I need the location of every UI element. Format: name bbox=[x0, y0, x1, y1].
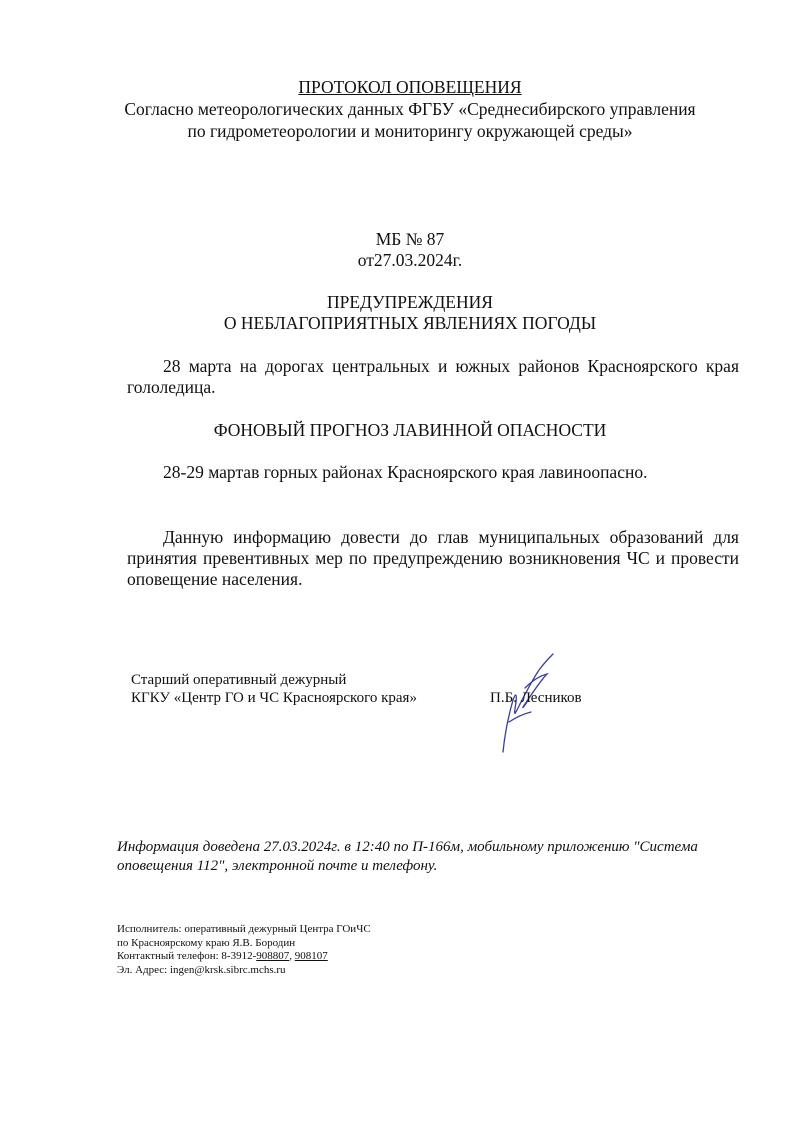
warnings-text: 28 марта на дорогах центральных и южных районов Красноярского края гололедица. bbox=[127, 356, 739, 397]
handwritten-signature bbox=[495, 652, 565, 762]
bulletin-number: МБ № 87 bbox=[375, 229, 445, 249]
executor-line-2: по Красноярскому краю Я.В. Бородин bbox=[117, 936, 296, 949]
executor-line-1: Исполнитель: оперативный дежурный Центра ГОиЧС bbox=[117, 923, 371, 935]
phone-number-2[interactable]: 908107 bbox=[294, 950, 328, 962]
delivery-info: Информация доведена 27.03.2024г. в 12:40 по П-166м, мобильному приложению "Система оповещения 112", электронной почте и телефону. bbox=[117, 839, 698, 874]
contact-email: Эл. Адрес: ingen@krsk.sibrc.mchs.ru bbox=[117, 963, 286, 976]
warnings-heading-1: ПРЕДУПРЕЖДЕНИЯ bbox=[327, 292, 493, 312]
warnings-heading-2: О НЕБЛАГОПРИЯТНЫХ ЯВЛЕНИЯХ ПОГОДЫ bbox=[223, 313, 597, 333]
phone-prefix: Контактный телефон: 8-3912- bbox=[117, 950, 257, 962]
executor-footer bbox=[117, 923, 371, 977]
signatory-name: П.Б. Лесников bbox=[490, 690, 582, 706]
position-line-1: Старший оперативный дежурный bbox=[131, 672, 347, 688]
source-line-2: по гидрометеорологии и мониторингу окружающей среды» bbox=[187, 121, 633, 141]
contact-phone bbox=[117, 950, 371, 964]
phone-number-1[interactable]: 908807 bbox=[256, 950, 290, 962]
instruction-text: Данную информацию довести до глав муниципальных образований для принятия превентивных мер по предупреждению возникновения ЧС и провести оповещение населения. bbox=[127, 527, 739, 589]
document-title: ПРОТОКОЛ ОПОВЕЩЕНИЯ bbox=[298, 77, 522, 97]
signatory-position bbox=[131, 671, 417, 707]
bulletin-date: от27.03.2024г. bbox=[357, 250, 463, 270]
avalanche-text: 28-29 мартав горных районах Красноярского края лавиноопасно. bbox=[163, 462, 648, 482]
source-line-1: Согласно метеорологических данных ФГБУ «Среднесибирского управления bbox=[124, 99, 696, 119]
position-line-2: КГКУ «Центр ГО и ЧС Красноярского края» bbox=[131, 690, 417, 706]
phone-separator: , bbox=[289, 950, 295, 962]
avalanche-heading: ФОНОВЫЙ ПРОГНОЗ ЛАВИННОЙ ОПАСНОСТИ bbox=[213, 420, 607, 440]
